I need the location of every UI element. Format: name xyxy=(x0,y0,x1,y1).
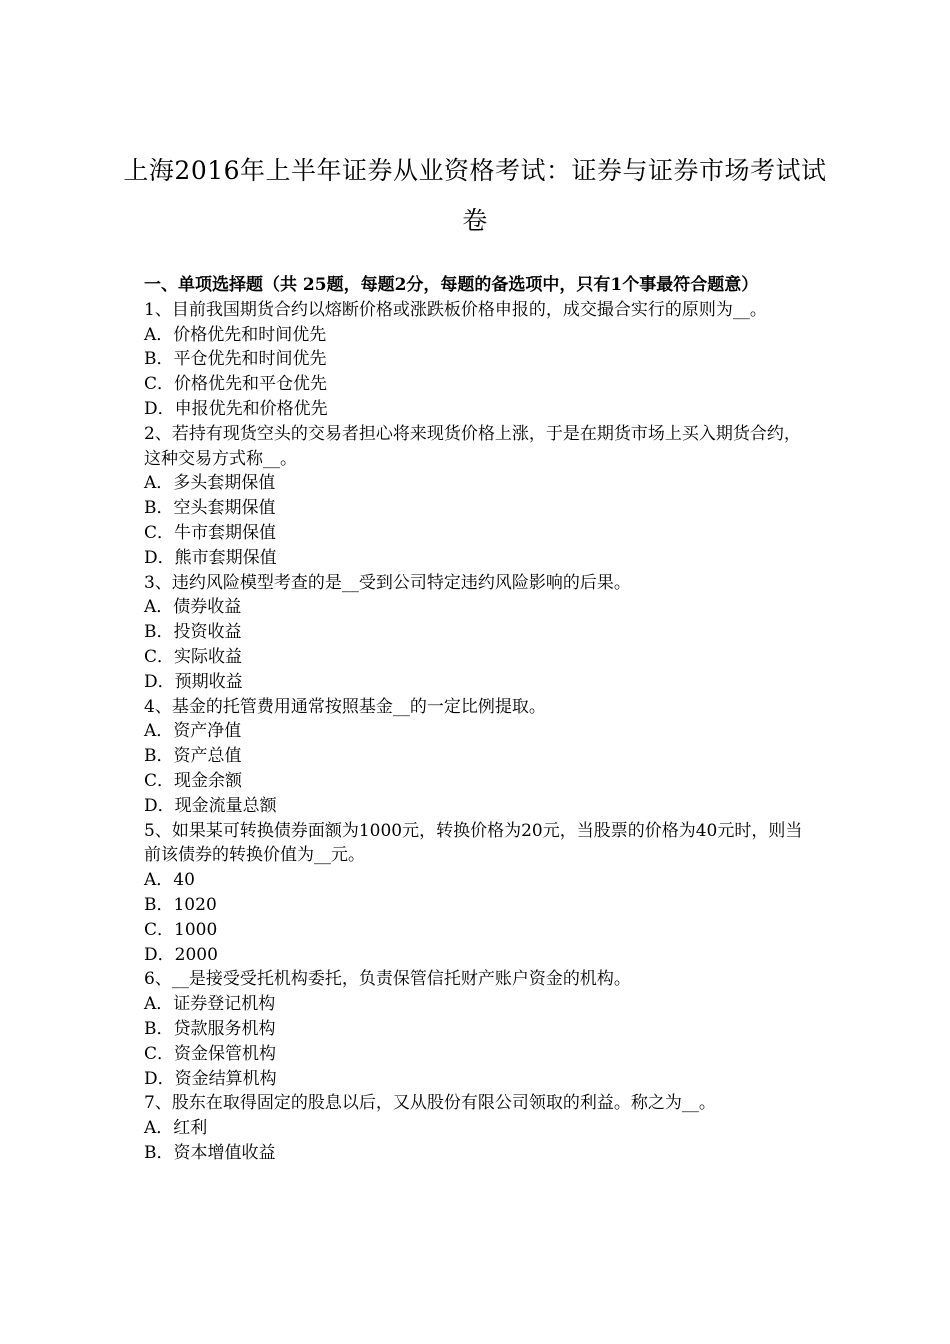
option-a: A．40 xyxy=(144,870,195,891)
option-c: C．价格优先和平仓优先 xyxy=(144,374,328,395)
option-b: B．资产总值 xyxy=(144,746,242,767)
option-a: A．债券收益 xyxy=(144,597,242,618)
option-b: B．空头套期保值 xyxy=(144,498,276,519)
question-stem: 3、违约风险模型考查的是__受到公司特定违约风险影响的后果。 xyxy=(144,572,631,593)
question-7 xyxy=(144,1091,808,1165)
question-stem: 2、若持有现货空头的交易者担心将来现货价格上涨，于是在期货市场上买入期货合约，这种交易方式称__。 xyxy=(144,423,801,469)
question-stem: 6、__是接受受托机构委托，负责保管信托财产账户资金的机构。 xyxy=(144,969,631,990)
option-c: C．实际收益 xyxy=(144,646,243,667)
option-c: C．1000 xyxy=(144,919,218,940)
option-d: D．申报优先和价格优先 xyxy=(144,398,328,419)
option-c: C．现金余额 xyxy=(144,770,243,791)
question-stem: 7、股东在取得固定的股息以后，又从股份有限公司领取的利益。称之为__。 xyxy=(144,1093,716,1114)
option-a: A．证券登记机构 xyxy=(144,994,276,1015)
option-d: D．2000 xyxy=(144,944,218,965)
option-d: D．现金流量总额 xyxy=(144,795,277,816)
option-b: B．平仓优先和时间优先 xyxy=(144,349,327,370)
option-a: A．红利 xyxy=(144,1118,208,1139)
question-2 xyxy=(144,422,808,571)
option-a: A．多头套期保值 xyxy=(144,473,276,494)
document-body xyxy=(144,273,808,1166)
question-1 xyxy=(144,298,808,422)
option-b: B．资本增值收益 xyxy=(144,1142,276,1163)
question-5 xyxy=(144,819,808,968)
option-d: D．资金结算机构 xyxy=(144,1068,277,1089)
question-3 xyxy=(144,571,808,695)
option-c: C．牛市套期保值 xyxy=(144,522,277,543)
question-stem: 1、目前我国期货合约以熔断价格或涨跌板价格申报的，成交撮合实行的原则为__。 xyxy=(144,299,767,320)
option-a: A．价格优先和时间优先 xyxy=(144,324,327,345)
option-a: A．资产净值 xyxy=(144,721,242,742)
option-d: D．熊市套期保值 xyxy=(144,547,277,568)
question-4 xyxy=(144,695,808,819)
option-b: B．贷款服务机构 xyxy=(144,1018,276,1039)
question-stem: 4、基金的托管费用通常按照基金__的一定比例提取。 xyxy=(144,696,546,717)
question-6 xyxy=(144,967,808,1091)
option-c: C．资金保管机构 xyxy=(144,1043,277,1064)
question-stem: 5、如果某可转换债券面额为1000元，转换价格为20元，当股票的价格为40元时，则当前该债券的转换价值为__元。 xyxy=(144,820,803,866)
option-b: B．投资收益 xyxy=(144,622,242,643)
option-b: B．1020 xyxy=(144,894,217,915)
option-d: D．预期收益 xyxy=(144,671,243,692)
section-heading: 一、单项选择题（共 25题，每题2分，每题的备选项中，只有1个事最符合题意） xyxy=(144,275,759,295)
document-title: 上海2016年上半年证券从业资格考试：证券与证券市场考试试卷 xyxy=(123,156,827,235)
